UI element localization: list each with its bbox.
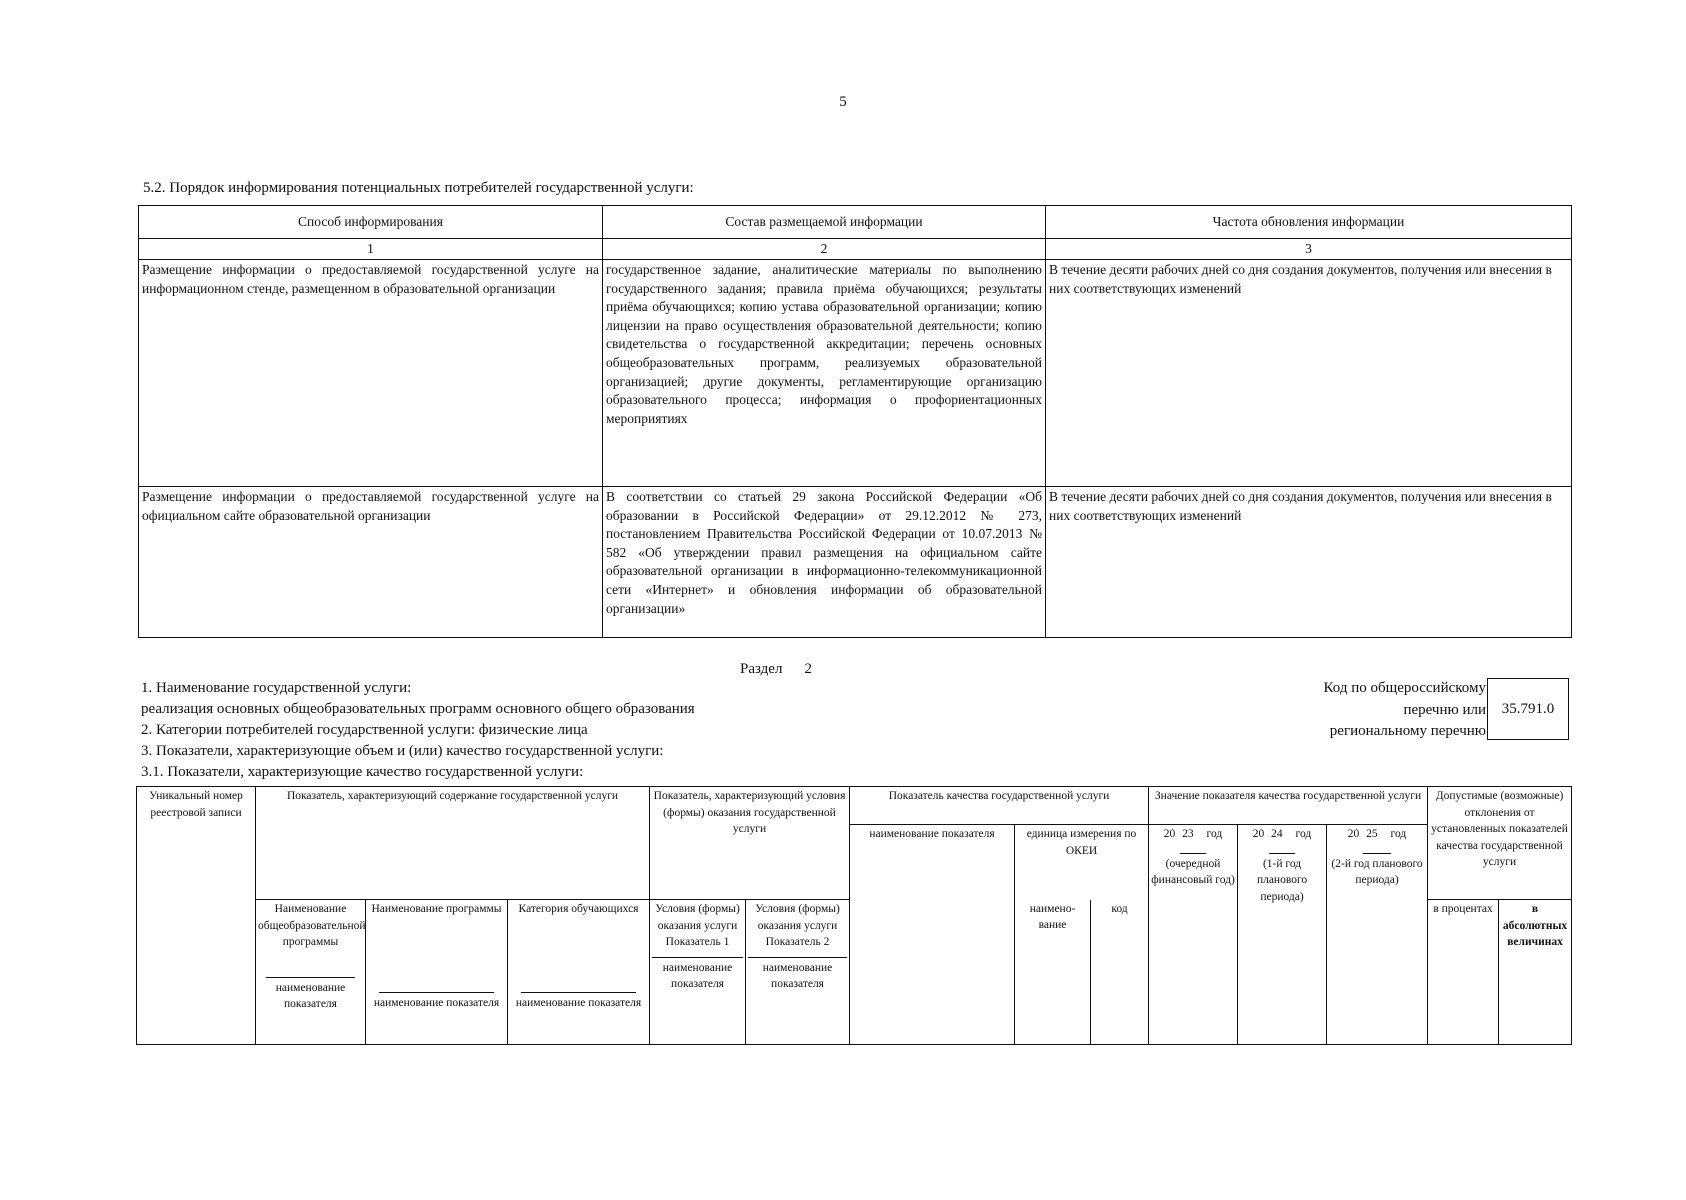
content-cell: государственное задание, аналитические материалы по выполнению государственного задания; правила приёма обучающихся; результаты приёма обучающихся; копию устава образовательной организации; копию лицензии на право осуществления образовательной деятельности; копию свидетельства о государственной аккредитации; перечень основных общеобразовательных программ, реализуемых образовательной организацией; другие документы, регламентирующие организацию образовательного процесса; информация о профориентационных мероприятиях bbox=[603, 260, 1046, 487]
subheader-student-category: Категория обучающихся наименование показателя bbox=[508, 900, 650, 1045]
service-name-label: 1. Наименование государственной услуги: bbox=[141, 680, 412, 696]
quality-table bbox=[136, 786, 1572, 1045]
code-label-line-3: региональному перечню bbox=[1329, 723, 1486, 739]
frequency-cell: В течение десяти рабочих дней со дня создания документов, получения или внесения в них соответствующих изменений bbox=[1046, 487, 1572, 638]
subheader-condition-2: Условия (формы) оказания услуги Показатель 2 наименование показателя bbox=[746, 900, 850, 1045]
subheader-unit-name: наимено-вание bbox=[1015, 900, 1091, 1045]
header-indicator-name: наименование показателя bbox=[850, 825, 1015, 1045]
header-content: Состав размещаемой информации bbox=[603, 206, 1046, 239]
subheader-deviation-percent: в процентах bbox=[1428, 900, 1499, 1045]
service-name-value: реализация основных общеобразовательных программ основного общего образования bbox=[141, 701, 695, 717]
content-cell: В соответствии со статьей 29 закона Российской Федерации «Об образовании в Российской Федерации» от 29.12.2012 № 273, постановлением Правительства Российской Федерации от 10.07.2013 № 582 «Об утверждении правил размещения на официальном сайте образовательной организации в информационно-телекоммуникационной сети «Интернет» и обновления информации об образовательной организации» bbox=[603, 487, 1046, 638]
method-cell: Размещение информации о предоставляемой государственной услуге на официальном сайте образовательной организации bbox=[139, 487, 603, 638]
section-number: 2 bbox=[804, 661, 812, 677]
year-column-2025: 20 25 год (2-й год планового периода) bbox=[1327, 825, 1428, 1045]
year-column-2023: 20 23 год (очередной финансовый год) bbox=[1149, 825, 1238, 1045]
table-row bbox=[139, 260, 1572, 487]
frequency-cell: В течение десяти рабочих дней со дня создания документов, получения или внесения в них соответствующих изменений bbox=[1046, 260, 1572, 487]
header-deviation: Допустимые (возможные) отклонения от установленных показателей качества государственной услуги bbox=[1428, 787, 1572, 900]
subheader-unit-code: код bbox=[1091, 900, 1149, 1045]
consumer-categories: 2. Категории потребителей государственной услуги: физические лица bbox=[141, 722, 588, 738]
subheader-program-name: Наименование общеобразовательной программы наименование показателя bbox=[256, 900, 366, 1045]
informing-table bbox=[138, 205, 1572, 638]
registry-code-box bbox=[1487, 678, 1569, 740]
code-label-line-1: Код по общероссийскому bbox=[1323, 680, 1486, 696]
code-label-line-2: перечню или bbox=[1403, 702, 1486, 718]
column-number: 2 bbox=[603, 239, 1046, 260]
column-number: 3 bbox=[1046, 239, 1572, 260]
subheader-deviation-absolute: в абсолютных величинах bbox=[1499, 900, 1572, 1045]
subheader-program: Наименование программы наименование показателя bbox=[366, 900, 508, 1045]
table-row bbox=[139, 487, 1572, 638]
header-conditions-indicator: Показатель, характеризующий условия (формы) оказания государственной услуги bbox=[650, 787, 850, 900]
header-quality-indicator: Показатель качества государственной услуги bbox=[850, 787, 1149, 825]
header-content-indicator: Показатель, характеризующий содержание государственной услуги bbox=[256, 787, 650, 900]
indicators-heading: 3. Показатели, характеризующие объем и (или) качество государственной услуги: bbox=[141, 743, 664, 759]
method-cell: Размещение информации о предоставляемой государственной услуге на информационном стенде, размещенном в образовательной организации bbox=[139, 260, 603, 487]
column-number: 1 bbox=[139, 239, 603, 260]
subheader-condition-1: Условия (формы) оказания услуги Показатель 1 наименование показателя bbox=[650, 900, 746, 1045]
header-method: Способ информирования bbox=[139, 206, 603, 239]
header-quality-value: Значение показателя качества государственной услуги bbox=[1149, 787, 1428, 825]
section-title bbox=[740, 661, 812, 678]
header-unit: единица измерения по ОКЕИ bbox=[1015, 825, 1149, 900]
header-frequency: Частота обновления информации bbox=[1046, 206, 1572, 239]
page-number: 5 bbox=[839, 94, 847, 110]
registry-code: 35.791.0 bbox=[1501, 700, 1555, 717]
header-unique-number: Уникальный номер реестровой записи bbox=[137, 787, 256, 1045]
quality-indicators-heading: 3.1. Показатели, характеризующие качество государственной услуги: bbox=[141, 764, 584, 780]
section-5-2-heading: 5.2. Порядок информирования потенциальных потребителей государственной услуги: bbox=[143, 180, 694, 196]
section-label: Раздел bbox=[740, 661, 783, 677]
year-column-2024: 20 24 год (1-й год планового периода) bbox=[1238, 825, 1327, 1045]
